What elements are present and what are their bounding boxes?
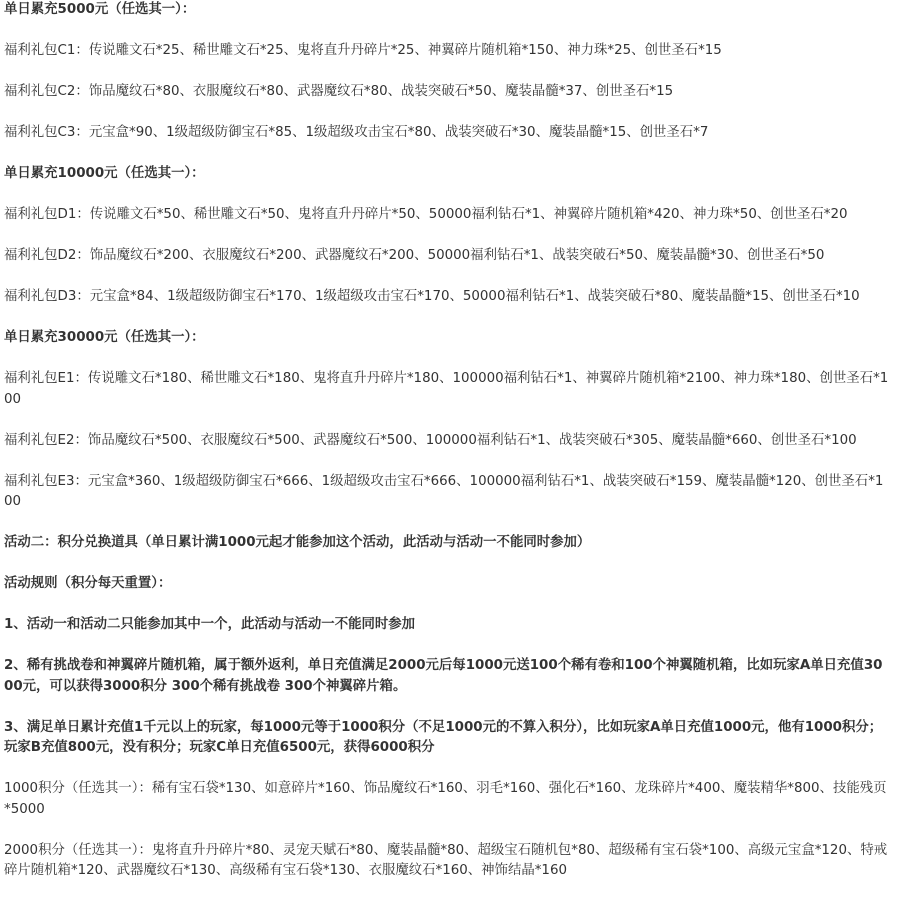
- section-heading-10000: 单日累充10000元（任选其一）：: [4, 166, 205, 181]
- section-heading-5000: 单日累充5000元（任选其一）：: [4, 2, 196, 17]
- rule-3: 3、满足单日累计充值1千元以上的玩家，每1000元等于1000积分（不足1000元的不算入积分），比如玩家A单日充值1000元，他有1000积分；玩家B充值800元，没有积分；玩家C单日充值6500元，获得6000积分: [4, 719, 883, 755]
- rule-2: 2、稀有挑战卷和神翼碎片随机箱，属于额外返利，单日充值满足2000元后每1000元送100个稀有卷和100个神翼随机箱，比如玩家A单日充值3000元，可以获得3000积分 300个稀有挑战卷 300个神翼碎片箱。: [4, 658, 883, 694]
- gift-pack-d3: 福利礼包D3：元宝盒*84、1级超级防御宝石*170、1级超级攻击宝石*170、50000福利钻石*1、战装突破石*80、魔装晶髓*15、创世圣石*10: [4, 289, 860, 304]
- section-heading-30000: 单日累充30000元（任选其一）：: [4, 330, 205, 345]
- rule-1: 1、活动一和活动二只能参加其中一个，此活动与活动一不能同时参加: [4, 617, 416, 632]
- activity-two-heading: 活动二：积分兑换道具（单日累计满1000元起才能参加这个活动，此活动与活动一不能同时参加）: [4, 535, 591, 550]
- gift-pack-e1: 福利礼包E1：传说雕文石*180、稀世雕文石*180、鬼将直升丹碎片*180、100000福利钻石*1、神翼碎片随机箱*2100、神力珠*180、创世圣石*100: [4, 371, 889, 407]
- points-1000-options: 1000积分（任选其一）：稀有宝石袋*130、如意碎片*160、饰品魔纹石*160、羽毛*160、强化石*160、龙珠碎片*400、魔装精华*800、技能残页*5000: [4, 781, 887, 817]
- gift-pack-d1: 福利礼包D1：传说雕文石*50、稀世雕文石*50、鬼将直升丹碎片*50、50000福利钻石*1、神翼碎片随机箱*420、神力珠*50、创世圣石*20: [4, 207, 848, 222]
- gift-pack-c2: 福利礼包C2：饰品魔纹石*80、衣服魔纹石*80、武器魔纹石*80、战装突破石*50、魔装晶髓*37、创世圣石*15: [4, 84, 674, 99]
- gift-pack-c3: 福利礼包C3：元宝盒*90、1级超级防御宝石*85、1级超级攻击宝石*80、战装突破石*30、魔装晶髓*15、创世圣石*7: [4, 125, 709, 140]
- points-2000-options: 2000积分（任选其一）：鬼将直升丹碎片*80、灵宠天赋石*80、魔装晶髓*80、超级宝石随机包*80、超级稀有宝石袋*100、高级元宝盒*120、特戒碎片随机箱*120、武器魔纹石*130、高级稀有宝石袋*130、衣服魔纹石*160、神饰结晶*160: [4, 842, 888, 878]
- gift-pack-e2: 福利礼包E2：饰品魔纹石*500、衣服魔纹石*500、武器魔纹石*500、100000福利钻石*1、战装突破石*305、魔装晶髓*660、创世圣石*100: [4, 432, 857, 448]
- gift-pack-d2: 福利礼包D2：饰品魔纹石*200、衣服魔纹石*200、武器魔纹石*200、50000福利钻石*1、战装突破石*50、魔装晶髓*30、创世圣石*50: [4, 248, 825, 263]
- gift-pack-e3: 福利礼包E3：元宝盒*360、1级超级防御宝石*666、1级超级攻击宝石*666、100000福利钻石*1、战装突破石*159、魔装晶髓*120、创世圣石*100: [4, 473, 884, 509]
- activity-rules-heading: 活动规则（积分每天重置）：: [4, 576, 172, 591]
- gift-pack-c1: 福利礼包C1：传说雕文石*25、稀世雕文石*25、鬼将直升丹碎片*25、神翼碎片随机箱*150、神力珠*25、创世圣石*15: [4, 43, 722, 58]
